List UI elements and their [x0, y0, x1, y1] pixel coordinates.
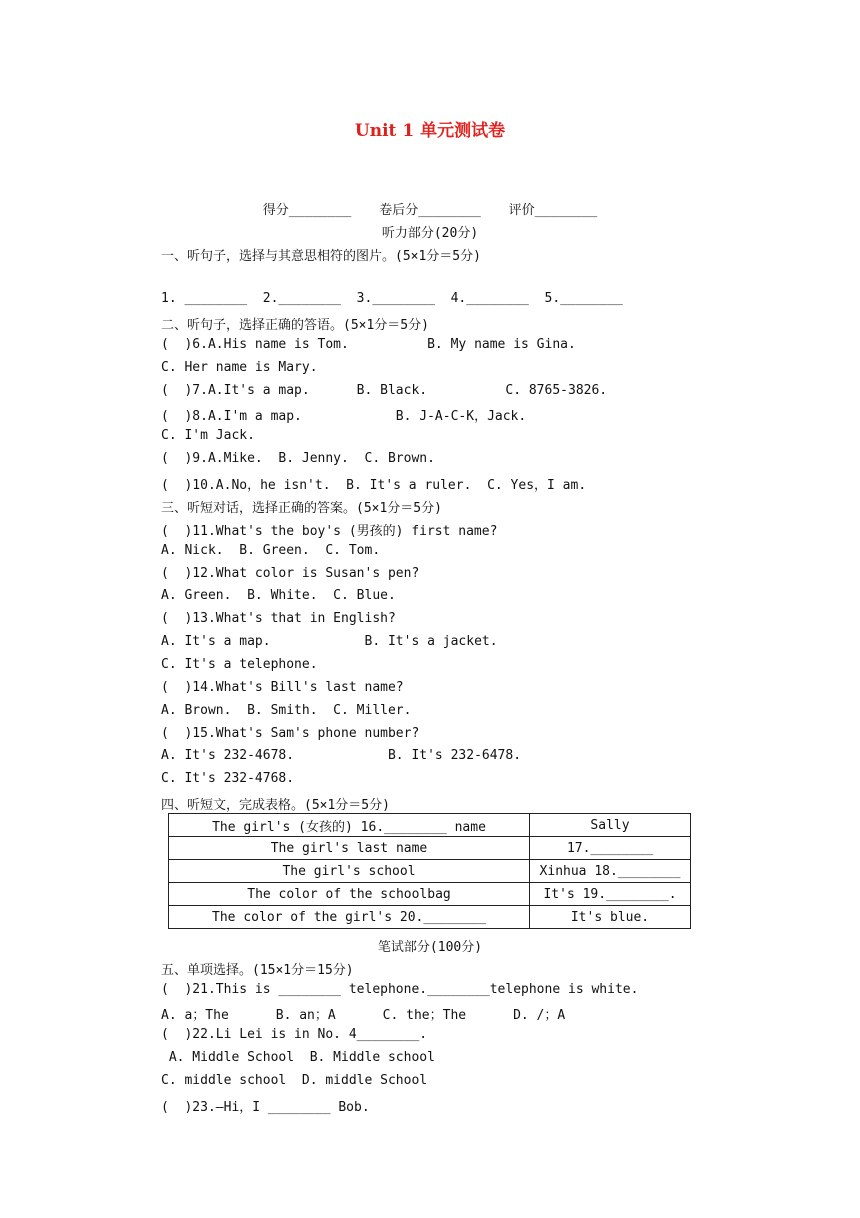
after-score-field: 卷后分________	[379, 203, 481, 218]
question-14-options: A. Brown. B. Smith. C. Miller.	[161, 703, 412, 718]
answer-blanks-1-5: 1. ________ 2.________ 3.________ 4.________ 5.________	[161, 291, 623, 306]
info-table	[168, 813, 691, 929]
question-13: ( )13.What's that in English?	[161, 611, 396, 626]
question-11: ( )11.What's the boy's (男孩的) first name?	[161, 524, 498, 539]
question-13-options: A. It's a map. B. It's a jacket.	[161, 634, 498, 649]
table-cell: It's blue.	[530, 906, 691, 929]
question-22-options-ab: A. Middle School B. Middle school	[161, 1050, 435, 1065]
question-10: ( )10.A.No，he isn't. B. It's a ruler. C. Yes，I am.	[161, 478, 587, 493]
question-12: ( )12.What color is Susan's pen?	[161, 566, 420, 581]
question-8-option-c: C. I'm Jack.	[161, 428, 255, 443]
score-field: 得分________	[262, 203, 352, 218]
table-cell: The color of the girl's 20.________	[169, 906, 530, 929]
question-22-options-cd: C. middle school D. middle School	[161, 1073, 428, 1088]
listening-section-header: 听力部分(20分)	[381, 226, 479, 241]
table-row	[169, 837, 691, 860]
table-row	[169, 883, 691, 906]
table-row	[169, 906, 691, 929]
question-15-options: A. It's 232-4678. B. It's 232-6478.	[161, 748, 522, 763]
question-15-option-c: C. It's 232-4768.	[161, 771, 295, 786]
question-7: ( )7.A.It's a map. B. Black. C. 8765-3826.	[161, 383, 608, 398]
table-cell: The girl's school	[169, 860, 530, 883]
question-23: ( )23.—Hi，I ________ Bob.	[161, 1100, 370, 1115]
writing-section-header: 笔试部分(100分)	[377, 940, 483, 955]
section-2-heading: 二、听句子，选择正确的答语。(5×1分＝5分)	[161, 318, 429, 333]
table-cell: 17.________	[530, 837, 691, 860]
question-15: ( )15.What's Sam's phone number?	[161, 726, 420, 741]
table-cell: It's 19.________.	[530, 883, 691, 906]
question-6: ( )6.A.His name is Tom. B. My name is Gina.	[161, 337, 576, 352]
table-cell: Sally	[530, 814, 691, 837]
section-4-heading: 四、听短文，完成表格。(5×1分＝5分)	[161, 798, 390, 813]
question-21: ( )21.This is ________ telephone.________telephone is white.	[161, 982, 639, 997]
section-5-heading: 五、单项选择。(15×1分＝15分)	[161, 963, 354, 978]
question-6-option-c: C. Her name is Mary.	[161, 360, 318, 375]
page-title: Unit 1 单元测试卷	[354, 121, 506, 141]
evaluation-field: 评价________	[508, 203, 598, 218]
table-cell: The girl's last name	[169, 837, 530, 860]
table-cell: The color of the schoolbag	[169, 883, 530, 906]
table-row	[169, 814, 691, 837]
question-11-options: A. Nick. B. Green. C. Tom.	[161, 543, 381, 558]
question-21-options: A. a；The B. an；A C. the；The D. /；A	[161, 1008, 566, 1023]
question-8: ( )8.A.I'm a map. B. J-A-C-K，Jack.	[161, 409, 527, 424]
table-cell: The girl's (女孩的) 16.________ name	[169, 814, 530, 837]
table-row	[169, 860, 691, 883]
question-13-option-c: C. It's a telephone.	[161, 657, 318, 672]
section-3-heading: 三、听短对话，选择正确的答案。(5×1分＝5分)	[161, 501, 442, 516]
question-12-options: A. Green. B. White. C. Blue.	[161, 588, 396, 603]
score-line	[0, 199, 860, 218]
section-1-heading: 一、听句子，选择与其意思相符的图片。(5×1分＝5分)	[161, 249, 481, 264]
question-22: ( )22.Li Lei is in No. 4________.	[161, 1027, 428, 1042]
question-9: ( )9.A.Mike. B. Jenny. C. Brown.	[161, 451, 435, 466]
question-14: ( )14.What's Bill's last name?	[161, 680, 404, 695]
table-cell: Xinhua 18.________	[530, 860, 691, 883]
